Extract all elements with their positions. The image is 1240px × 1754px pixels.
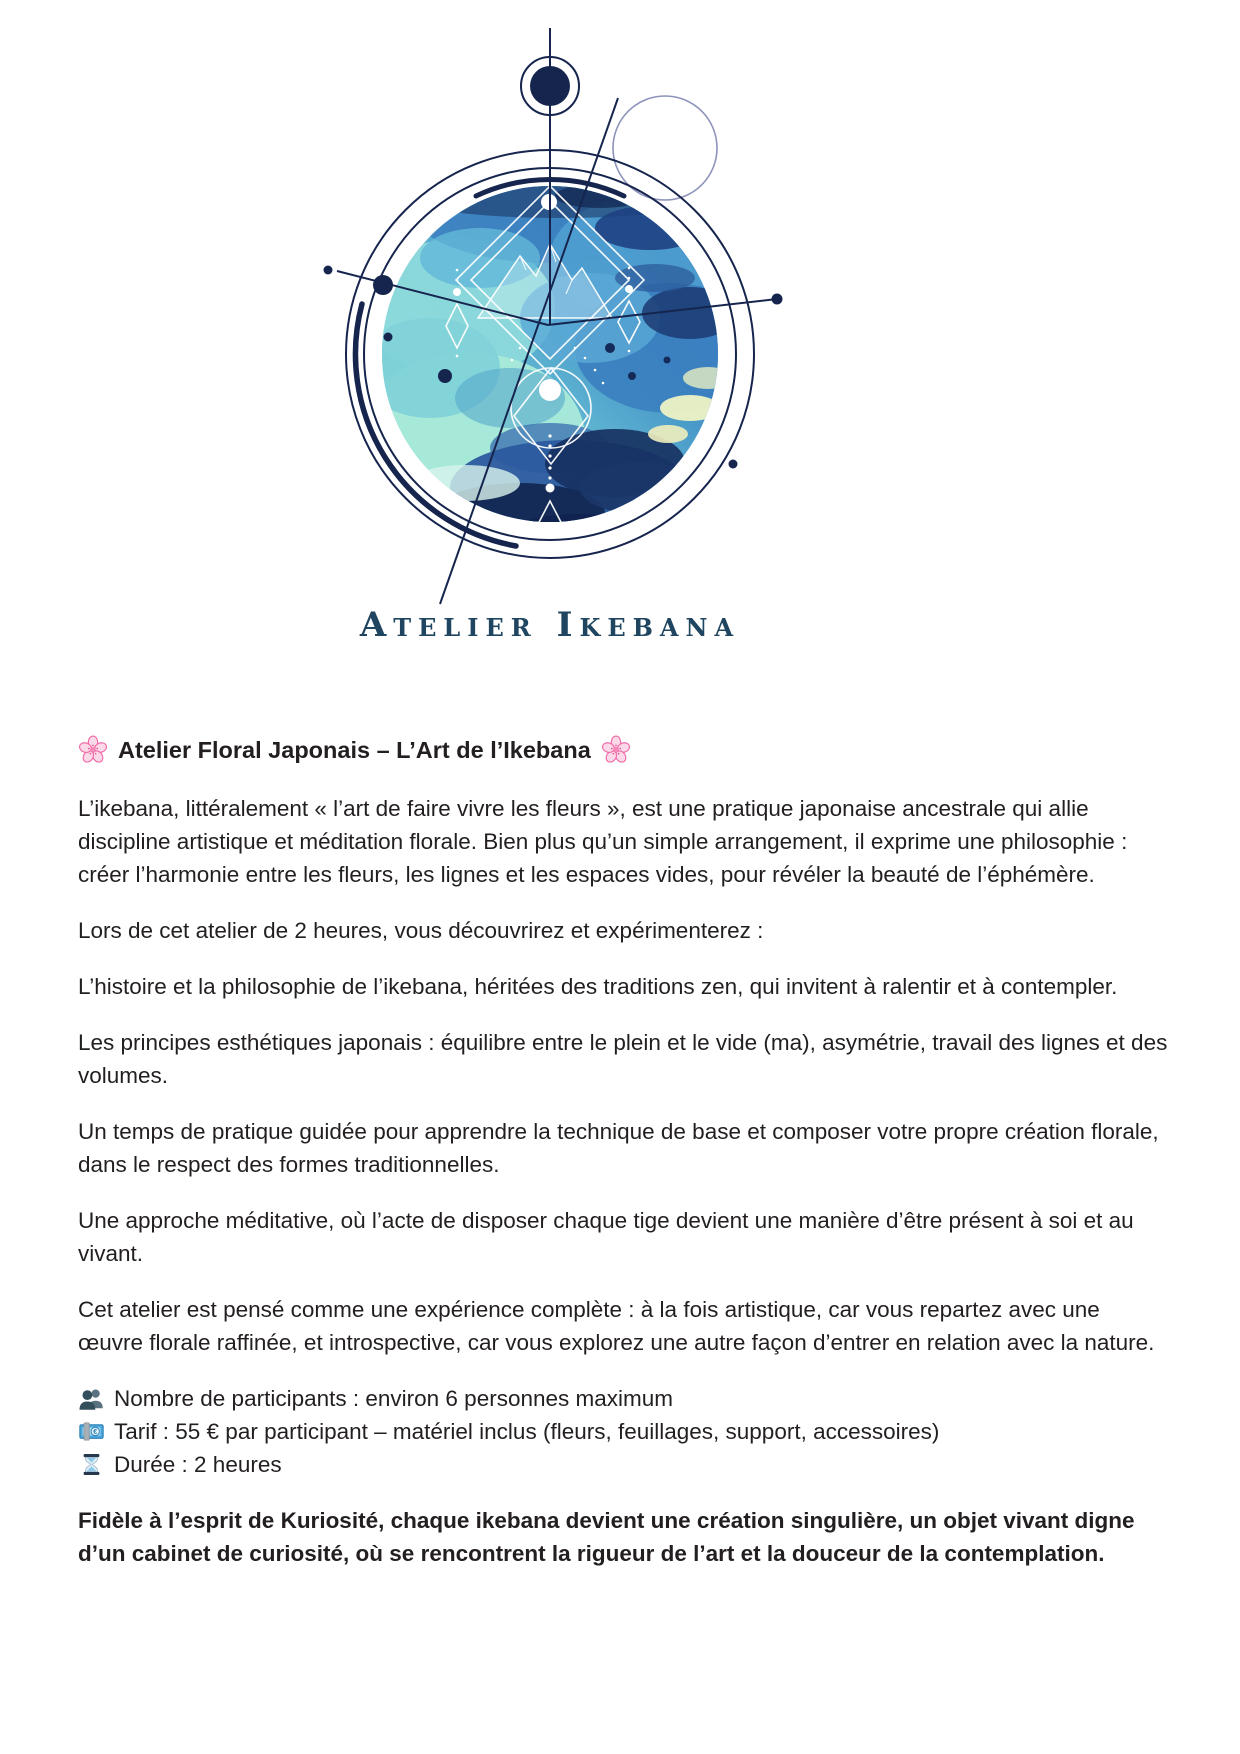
paragraph-meditative: Une approche méditative, où l’acte de disposer chaque tige devient une manière d’être présent à soi et au vivant. [78, 1208, 1134, 1266]
detail-price [78, 1415, 1168, 1448]
paragraph-experience: Cet atelier est pensé comme une expérience complète : à la fois artistique, car vous repartez avec une œuvre florale raffinée, et introspective, car vous explorez une autre façon d’entrer en relation avec la nature. [78, 1297, 1155, 1355]
busts-in-silhouette-icon [78, 1385, 105, 1412]
page-title: Atelier Floral Japonais – L’Art de l’Ikebana [118, 737, 591, 763]
logo-artwork [220, 8, 880, 668]
paragraph-intro: L’ikebana, littéralement « l’art de faire vivre les fleurs », est une pratique japonaise ancestrale qui allie discipline artistique et méditation florale. Bien plus qu’un simple arrangement, il exprime une philosophie : créer l’harmonie entre les fleurs, les lignes et les espaces vides, pour révéler la beauté de l’éphémère. [78, 796, 1128, 887]
workshop-details [78, 1382, 1168, 1481]
detail-text: Durée : 2 heures [114, 1452, 282, 1477]
watercolor-disc [355, 153, 765, 562]
cherry-blossom-icon [601, 735, 631, 765]
closing-statement: Fidèle à l’esprit de Kuriosité, chaque ikebana devient une création singulière, un objet vivant digne d’un cabinet de curiosité, où se rencontrent la rigueur de l’art et la douceur de la contemplation. [78, 1508, 1135, 1566]
detail-text: Tarif : 55 € par participant – matériel inclus (fleurs, feuillages, support, accessoires) [114, 1419, 940, 1444]
detail-participants [78, 1382, 1168, 1415]
detail-text: Nombre de participants : environ 6 personnes maximum [114, 1386, 674, 1411]
cherry-blossom-icon [78, 735, 108, 765]
document-title-row [78, 733, 1168, 767]
document-body [78, 733, 1168, 1570]
paragraph-practice: Un temps de pratique guidée pour apprendre la technique de base et composer votre propre création florale, dans le respect des formes traditionnelles. [78, 1119, 1159, 1177]
euro-banknote-icon [78, 1418, 105, 1445]
paragraph-workshop-lead: Lors de cet atelier de 2 heures, vous découvrirez et expérimenterez : [78, 918, 764, 943]
atelier-ikebana-logo [220, 8, 880, 668]
svg-text:€: € [93, 1428, 98, 1437]
paragraph-principles: Les principes esthétiques japonais : équilibre entre le plein et le vide (ma), asymétrie, travail des lignes et des volumes. [78, 1030, 1168, 1088]
logo-caption: Atelier Ikebana [359, 605, 741, 645]
paragraph-history: L’histoire et la philosophie de l’ikebana, héritées des traditions zen, qui invitent à ralentir et à contempler. [78, 974, 1118, 999]
hourglass-icon [78, 1451, 105, 1478]
detail-duration [78, 1448, 1168, 1481]
